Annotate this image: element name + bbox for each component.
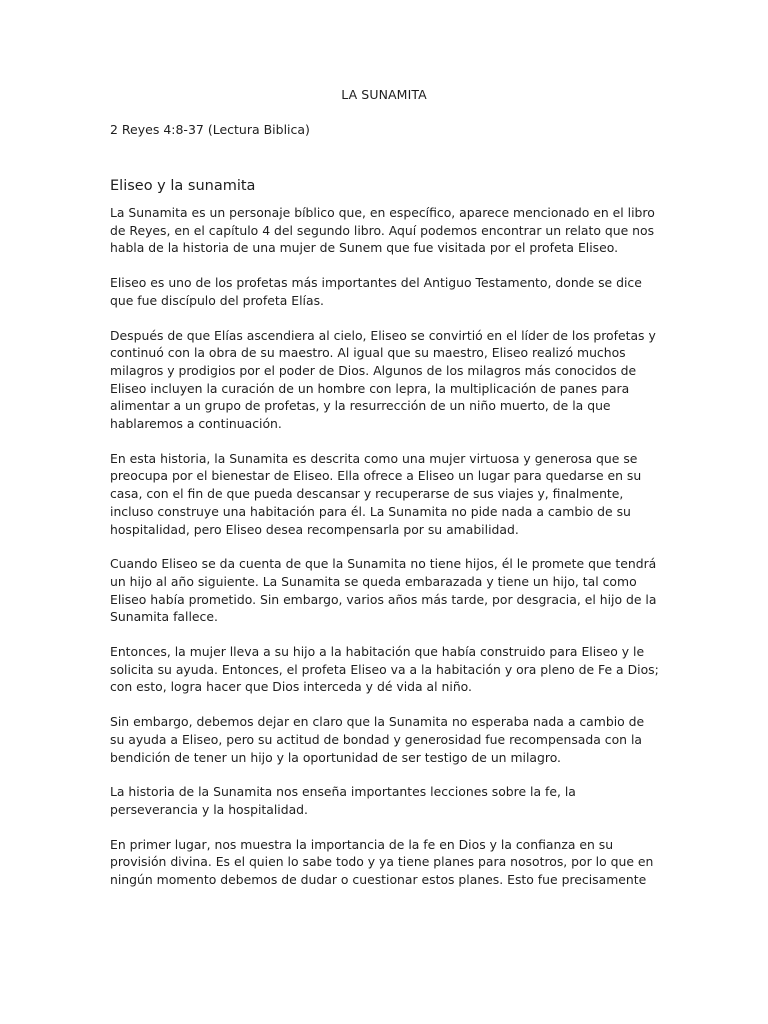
paragraph: La historia de la Sunamita nos enseña importantes lecciones sobre la fe, la perseverancia y la hospitalidad. — [110, 784, 576, 817]
paragraph: Después de que Elías ascendiera al cielo, Eliseo se convirtió en el líder de los profetas y continuó con la obra de su maestro. Al igual que su maestro, Eliseo realizó muchos milagros y prodigios por el poder de Dios. Algunos de los milagros más conocidos de Eliseo incluyen la curación de un hombre con lepra, la multiplicación de panes para alimentar a un grupo de profetas, y la resurrección de un niño muerto, de la que hablaremos a continuación. — [110, 327, 656, 432]
paragraph: Entonces, la mujer lleva a su hijo a la habitación que había construido para Eliseo y le solicita su ayuda. Entonces, el profeta Eliseo va a la habitación y ora pleno de Fe a Dios; con esto, logra hacer que Dios interceda y dé vida al niño. — [110, 644, 659, 695]
paragraph: En primer lugar, nos muestra la importancia de la fe en Dios y la confianza en su provisión divina. Es el quien lo sabe todo y ya tiene planes para nosotros, por lo que en ningún momento debemos de dudar o cuestionar estos planes. Esto fue precisamente — [110, 836, 654, 888]
paragraph: Cuando Eliseo se da cuenta de que la Sunamita no tiene hijos, él le promete que tendrá un hijo al año siguiente. La Sunamita se queda embarazada y tiene un hijo, tal como Eliseo había prometido. Sin embargo, varios años más tarde, por desgracia, el hijo de la Sunamita fallece. — [110, 556, 657, 625]
paragraph: La Sunamita es un personaje bíblico que, en específico, aparece mencionado en el libro de Reyes, en el capítulo 4 del segundo libro. Aquí podemos encontrar un relato que nos habla de la historia de una mujer de Sunem que fue visitada por el profeta Eliseo. — [110, 205, 655, 256]
paragraph: Sin embargo, debemos dejar en claro que la Sunamita no esperaba nada a cambio de su ayuda a Eliseo, pero su actitud de bondad y generosidad fue recompensada con la bendición de tener un hijo y la oportunidad de ser testigo de un milagro. — [110, 714, 645, 765]
document-title: LA SUNAMITA — [341, 87, 427, 102]
section-heading: Eliseo y la sunamita — [110, 178, 256, 194]
bible-reference: 2 Reyes 4:8-37 (Lectura Biblica) — [110, 122, 310, 137]
paragraph: En esta historia, la Sunamita es descrita como una mujer virtuosa y generosa que se preocupa por el bienestar de Eliseo. Ella ofrece a Eliseo un lugar para quedarse en su casa, con el fin de que pueda descansar y recuperarse de sus viajes y, finalmente, incluso construye una habitación para él. La Sunamita no pide nada a cambio de su hospitalidad, pero Eliseo desea recompensarla por su amabilidad. — [110, 450, 642, 537]
body-text — [110, 204, 662, 906]
paragraph: Eliseo es uno de los profetas más importantes del Antiguo Testamento, donde se dice que fue discípulo del profeta Elías. — [110, 275, 642, 308]
